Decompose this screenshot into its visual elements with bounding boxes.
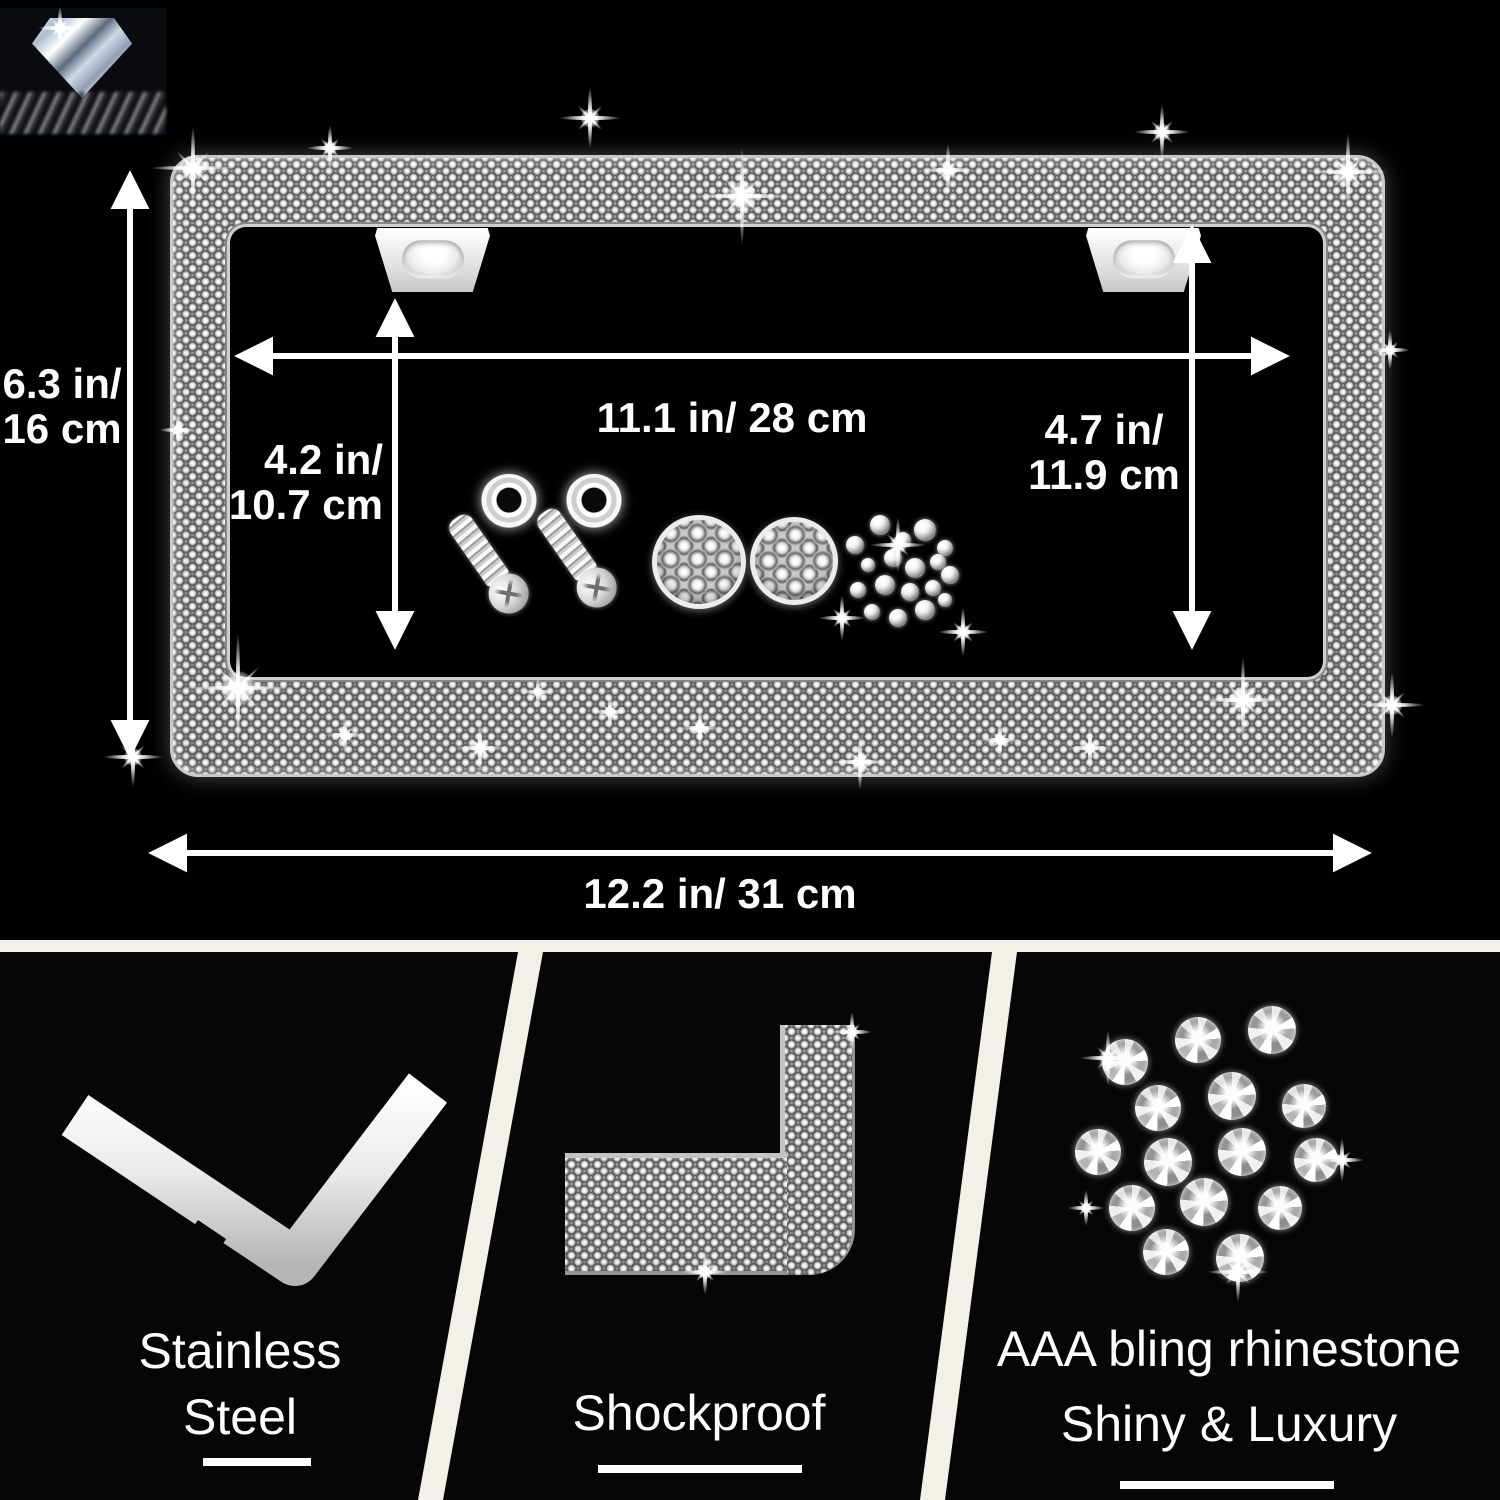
dimension-right-height [1008,408,1200,498]
dimension-outer-height [0,362,127,452]
shockproof-corner-photo [565,1025,855,1275]
feature-underline [598,1465,802,1473]
screw-hole-right [1113,240,1175,278]
feature-text: Steel [183,1389,297,1445]
feature-label-stainless-steel [90,1318,390,1450]
feature-text: Stainless [138,1323,342,1379]
rhinestone-gem [846,536,864,554]
sparkle-icon [1134,104,1190,160]
mounting-tab-right [1086,228,1201,292]
rhinestone-gem [905,558,925,578]
rhinestone-screw-cap [652,515,746,609]
feature-label-rhinestone [958,1312,1500,1462]
frame-corner-vertical [780,1025,855,1275]
dimension-outer-width: 12.2 in/ 31 cm [583,870,857,917]
rhinestone-gem [941,566,959,584]
diamond-reflection [0,92,166,134]
rhinestone-gem [861,558,875,572]
dimension-text: 16 cm [2,404,122,452]
rhinestone-gem [850,582,866,598]
rhinestone-gem [875,575,895,595]
mounting-tab-left [375,228,490,292]
feature-text: AAA bling rhinestone [996,1321,1462,1377]
rhinestone-gem [870,515,890,535]
rhinestone-gem [884,549,902,567]
dimension-inner-height [213,438,383,528]
rhinestone-screw-cap [750,517,838,605]
feature-label-shockproof [549,1380,849,1446]
feature-section [0,940,1500,1500]
dimension-text: 10.7 cm [228,480,383,528]
dimension-text: 11.9 cm [1028,450,1180,498]
feature-text: Shockproof [572,1385,826,1441]
rhinestone-gem [938,593,952,607]
dimension-inner-width: 11.1 in/ 28 cm [596,394,868,441]
rhinestone-gem [864,604,880,620]
diamond-icon [32,18,132,98]
sparkle-icon [103,727,163,787]
rhinestone-gem [889,609,907,627]
rhinestone-gem [901,583,919,601]
feature-underline [203,1458,311,1466]
sparkle-icon [559,87,621,149]
rhinestone-gem [895,532,911,548]
feature-text: Shiny & Luxury [1060,1396,1398,1452]
diamond-photo [0,8,166,134]
screw-hole-left [402,240,464,278]
feature-underline [1120,1481,1334,1489]
rhinestone-gem [914,519,936,541]
dimension-text: 6.3 in/ [2,360,122,407]
frame-corner-horizontal [565,1153,787,1275]
rhinestone-gem [915,600,935,620]
rhinestone-gem [925,580,941,596]
dimension-text: 4.2 in/ [263,436,383,483]
dimension-text: 4.7 in/ [1044,406,1164,453]
